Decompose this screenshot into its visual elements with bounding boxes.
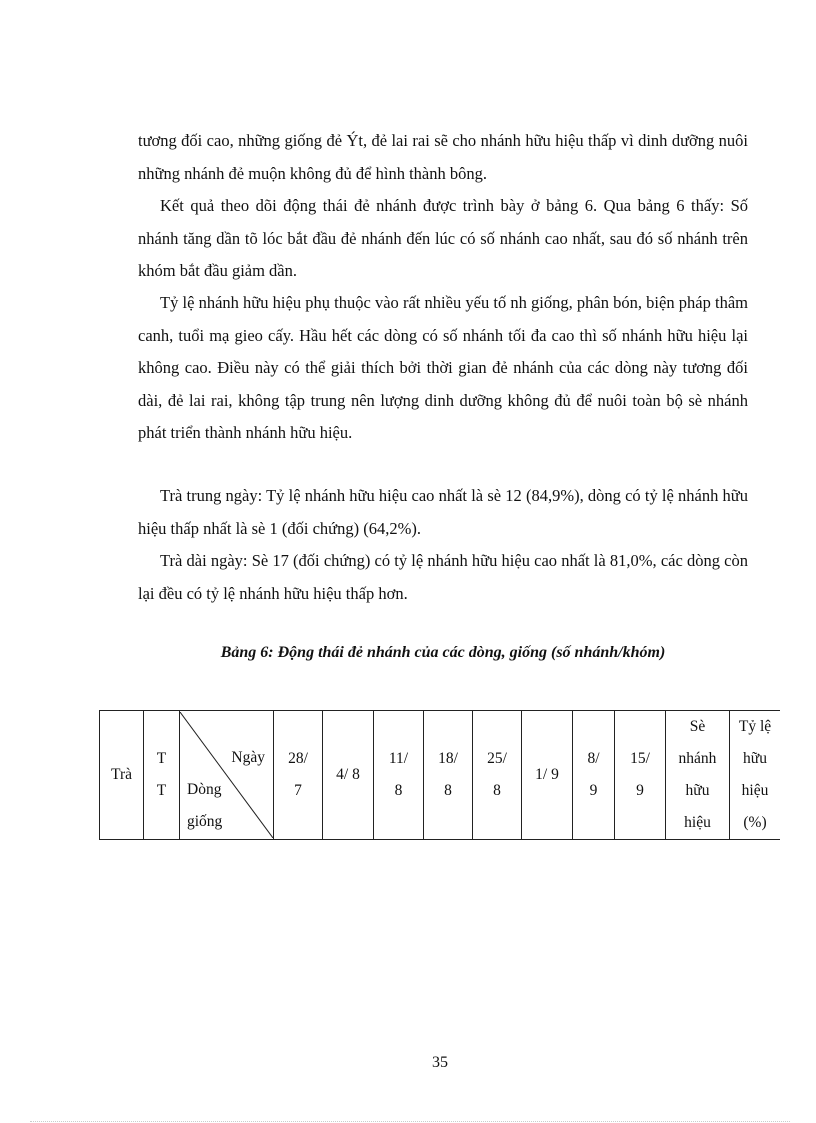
header-date-4-8: 4/ 8 (323, 711, 374, 840)
header-date-28-7: 28/ 7 (274, 711, 323, 840)
header-tt: T T (144, 711, 180, 840)
table-header-row (100, 711, 781, 840)
table-caption: Bảng 6: Động thái đẻ nhánh của các dòng, giống (số nhánh/khóm) (220, 644, 666, 661)
header-date-11-8: 11/ 8 (374, 711, 424, 840)
paragraph-long-season: Trà dài ngày: Sè 17 (đối chứng) có tỷ lệ nhánh hữu hiệu cao nhất là 81,0%, các dòng còn lại đều có tỷ lệ nhánh hữu hiệu thấp hơn. (138, 551, 748, 603)
header-date-15-9: 15/ 9 (615, 711, 666, 840)
paragraph-continuation: tương đối cao, những giống đẻ Ýt, đẻ lai rai sẽ cho nhánh hữu hiệu thấp vì dinh dưỡng nuôi những nhánh đẻ muộn không đủ để hình thành bông. (138, 131, 748, 183)
header-ngay: Ngày (231, 749, 265, 766)
paragraph-effective-tiller-ratio: Tỷ lệ nhánh hữu hiệu phụ thuộc vào rất nhiều yếu tố nh giống, phân bón, biện pháp thâm canh, tuổi mạ gieo cấy. Hầu hết các dòng có số nhánh tối đa cao thì số nhánh hữu hiệu lại không cao. Điều này có thể giải thích bởi thời gian đẻ nhánh của các dòng này tương đối dài, đẻ lai rai, không tập trung nên lượng dinh dưỡng không đủ để nuôi toàn bộ sè nhánh phát triển thành nhánh hữu hiệu. (138, 293, 748, 442)
paragraph-medium-season: Trà trung ngày: Tỷ lệ nhánh hữu hiệu cao nhất là sè 12 (84,9%), dòng có tỷ lệ nhánh hữu hiệu thấp nhất là sè 1 (đối chứng) (64,2%). (138, 486, 748, 538)
header-date-18-8: 18/ 8 (424, 711, 473, 840)
paragraph-tillering-result: Kết quả theo dõi động thái đẻ nhánh được trình bày ở bảng 6. Qua bảng 6 thấy: Số nhánh tăng dần tõ lóc bắt đầu đẻ nhánh đến lúc có số nhánh cao nhất, sau đó số nhánh trên khóm bắt đầu giảm dần. (138, 196, 748, 280)
page-number: 35 (432, 1054, 448, 1071)
header-date-8-9: 8/ 9 (573, 711, 615, 840)
header-diagonal-cell (180, 711, 274, 840)
header-dong-giong: Dòng giống (187, 781, 223, 830)
header-effective-tillers: Sè nhánh hữu hiệu (666, 711, 730, 840)
header-tra: Trà (100, 711, 144, 840)
header-effective-ratio: Tỷ lệ hữu hiệu (%) (730, 711, 781, 840)
tillering-table (99, 710, 780, 840)
footer-divider (30, 1121, 790, 1122)
header-date-1-9: 1/ 9 (522, 711, 573, 840)
header-date-25-8: 25/ 8 (473, 711, 522, 840)
